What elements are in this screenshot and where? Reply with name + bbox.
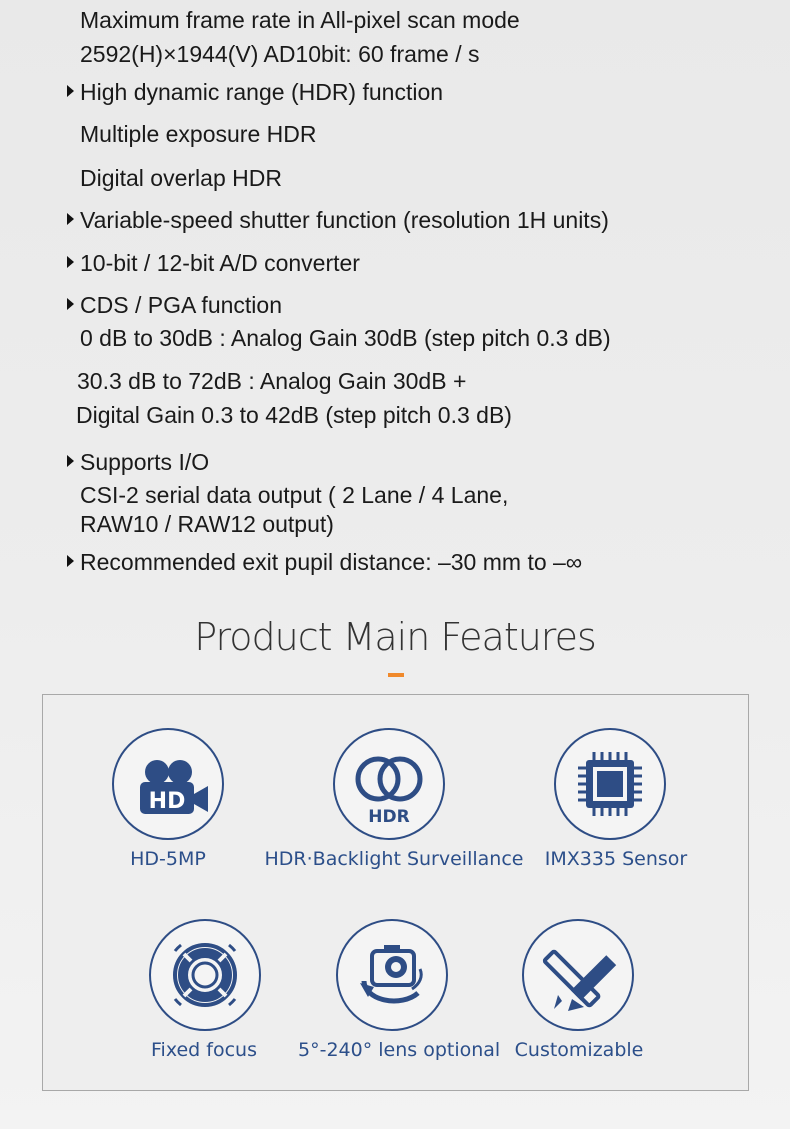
io-line: CSI-2 serial data output ( 2 Lane / 4 Lane, (80, 482, 509, 508)
title-accent-bar (388, 673, 404, 677)
hdr-heading: High dynamic range (HDR) function (80, 79, 444, 105)
bullet-arrow-icon (67, 455, 74, 467)
svg-text:HD: HD (148, 789, 186, 814)
feature-label: IMX335 Sensor (544, 848, 688, 870)
adc-heading: 10-bit / 12-bit A/D converter (80, 250, 360, 276)
hdr-icon (333, 728, 445, 840)
bullet-arrow-icon (67, 298, 74, 310)
cds-line: 0 dB to 30dB : Analog Gain 30dB (step pitch 0.3 dB) (80, 325, 611, 351)
lifebuoy-icon (149, 919, 261, 1031)
hd-camera-icon (112, 728, 224, 840)
pencil-edit-icon (522, 919, 634, 1031)
feature-label: HD-5MP (130, 848, 206, 870)
section-title: Product Main Features (194, 615, 596, 659)
pupil-heading: Recommended exit pupil distance: –30 mm to –∞ (80, 549, 583, 575)
frame-rate-value: 2592(H)×1944(V) AD10bit: 60 frame / s (80, 41, 480, 67)
hdr-item: Multiple exposure HDR (80, 121, 317, 147)
feature-label: Customizable (514, 1039, 644, 1061)
svg-text:HDR: HDR (368, 807, 410, 827)
bullet-arrow-icon (67, 85, 74, 97)
rotate-camera-icon (336, 919, 448, 1031)
cds-heading: CDS / PGA function (80, 292, 282, 318)
bullet-arrow-icon (67, 555, 74, 567)
feature-label: Fixed focus (151, 1039, 257, 1061)
chip-icon (554, 728, 666, 840)
cds-line: Digital Gain 0.3 to 42dB (step pitch 0.3 dB) (76, 402, 512, 428)
io-line: RAW10 / RAW12 output) (80, 511, 334, 537)
io-heading: Supports I/O (80, 449, 210, 475)
feature-label: HDR·Backlight Surveillance (264, 848, 524, 870)
bullet-arrow-icon (67, 256, 74, 268)
hdr-item: Digital overlap HDR (80, 165, 282, 191)
cds-line: 30.3 dB to 72dB : Analog Gain 30dB + (77, 368, 467, 394)
feature-label: 5°-240° lens optional (298, 1039, 501, 1061)
bullet-arrow-icon (67, 213, 74, 225)
shutter-heading: Variable-speed shutter function (resolution 1H units) (80, 207, 609, 233)
frame-rate-title: Maximum frame rate in All-pixel scan mode (80, 7, 520, 33)
